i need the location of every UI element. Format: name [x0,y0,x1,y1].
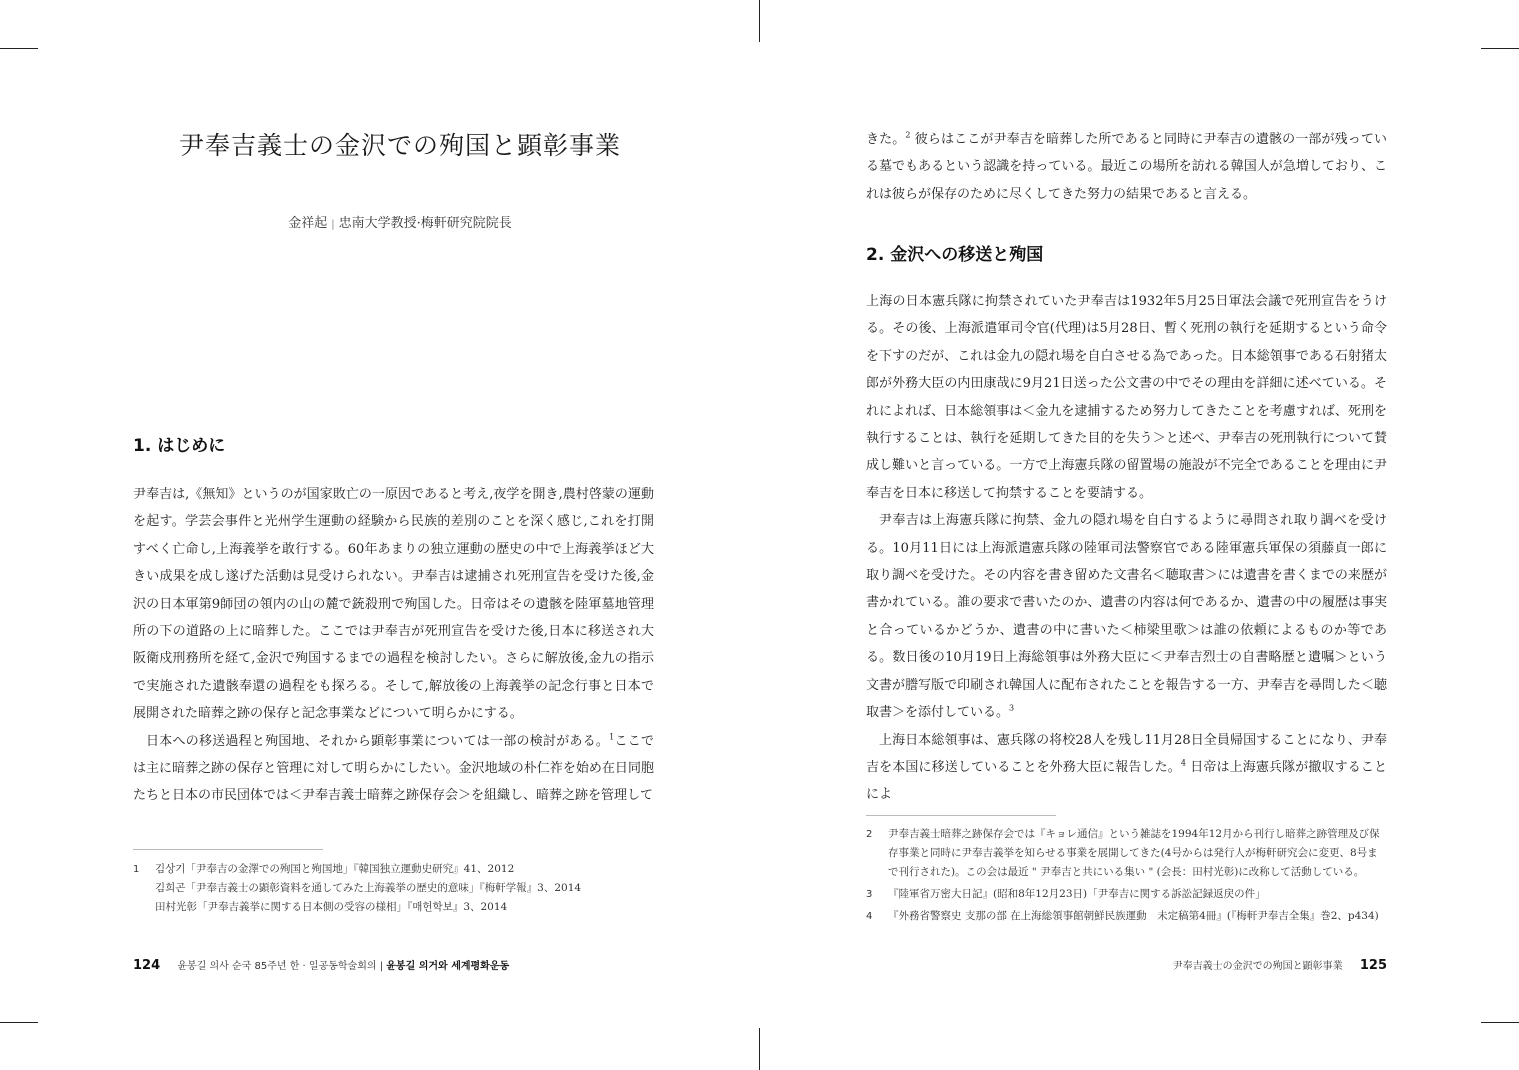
footnote-list [133,860,654,920]
footnote [133,860,654,917]
paragraph [866,126,1387,208]
paragraph-text: 日本への移送過程と殉国地、それから顕彰事業については一部の検討がある。 [146,733,610,749]
footnote-text: 『陸軍省万密大日記』(昭和8年12月23日)「尹奉吉に関する訴訟記録返戻の件」 [888,888,1266,900]
article-title: 尹奉吉義士の金沢での殉国と顕彰事業 [178,131,621,160]
paragraph-text: 日帝は上海憲兵隊が撤収することによ [866,759,1387,803]
paragraph-text: きた。 [866,132,906,147]
running-head: 윤봉길 의사 순국 85주년 한 · 일공동학술회의 | [177,961,384,972]
section-heading-2: 2. 金沢への移送と殉国 [866,245,1044,265]
footnote-list [866,825,1387,929]
section-heading-1: 1. はじめに [133,436,226,456]
footnote-line: 김상기「尹奉吉の金澤での殉国と殉国地」『韓国独立運動史研究』41、2012 [155,863,515,875]
author-separator: | [331,219,335,230]
author-name: 金祥起 [288,216,328,231]
footnote-divider [133,849,323,850]
footnote-ref: 1 [609,732,615,742]
running-head: 尹奉吉義士の金沢での殉国と顕彰事業 [1172,961,1343,972]
paragraph-text: ここでは主に暗葬之跡の保存と管理に対して明らかにしたい。金沢地域の朴仁祚を始め在日同胞たちと日本の市民団体では＜尹奉吉義士暗葬之跡保存会＞を組織し、暗葬之跡を管理して [133,733,654,804]
paragraph [133,728,654,810]
paragraph: 尹奉吉は,《無知》というのが国家敗亡の一原因であると考え,夜学を開き,農村啓蒙の運動を起す。学芸会事件と光州学生運動の経験から民族的差別のことを深く感じ,これを打開すべく亡命し,上海義挙を敢行する。60年あまりの独立運動の歴史の中で上海義挙ほど大きい成果を成し遂げた活動は見受けられない。尹奉吉は逮捕され死刑宣告を受けた後,金沢の日本軍第9師団の領内の山の麓で銃殺刑で殉国した。日帝はその遺骸を陸軍墓地管理所の下の道路の上に暗葬した。ここでは尹奉吉が死刑宣告を受けた後,日本に移送され大阪衛戍刑務所を経て,金沢で殉国するまでの過程を検討したい。さらに解放後,金九の指示で実施された遺骸奉還の過程をも探ろる。そして,解放後の上海義挙の記念行事と日本で展開された暗葬之跡の保存と記念事業などについて明らかにする。 [133,487,654,722]
footnote-ref: 2 [905,130,911,140]
footnote-text: 『外務省警察史 支那の部 在上海総領事館朝鮮民族運動 未定稿第4冊』(『梅軒尹奉吉全集』巻2、p434) [888,910,1379,922]
footnote-ref: 3 [1009,703,1015,713]
right-page [759,0,1519,1070]
footnote-ref: 4 [1180,758,1187,768]
paragraph-text: 彼らはここが尹奉吉を暗葬した所であると同時に尹奉吉の遺骸の一部が残っている墓でもあるという認識を持っている。最近この場所を訪れる韓国人が急増しており、これは彼らが保存のために尽くしてきた努力の結果であると言える。 [866,132,1387,202]
right-intro-text [866,126,1387,208]
footnote-divider [866,815,1056,816]
paragraph-text: 尹奉吉は上海憲兵隊に拘禁、金九の隠れ場を自白するように尋問され取り調べを受ける。10月11日には上海派遣憲兵隊の陸軍司法警察官である陸軍憲兵軍保の須藤貞一郎に取り調べを受けた。その内容を書き留めた文書名＜聴取書＞には遺書を書くまでの来歴が書かれている。誰の要求で書いたのか、遺書の内容は何であるか、遺書の中の履歴は事実と合っているかどうか、遺書の中に書いた＜柿梁里歌＞は誰の依頼によるものか等である。数日後の10月19日上海総領事は外務大臣に＜尹奉吉烈士の自書略歴と遺嘱＞という文書が謄写版で印刷され韓国人に配布されたことを報告する一方、尹奉吉を尋問した＜聴取書＞を添付している。 [866,513,1387,721]
author-affiliation: 忠南大学教授·梅軒研究院院長 [338,216,512,231]
footnote-number: 3 [866,889,873,900]
footnote [866,907,1387,926]
paragraph-text: 上海日本総領事は、憲兵隊の将校28人を残し11月28日全員帰国することになり、尹奉吉を本国に移送していることを外務大臣に報告した。 [866,732,1387,775]
footnote-line: 田村光彰「尹奉吉義挙に関する日本側の受容の様相」『매헌학보』3、2014 [155,901,508,913]
paragraph [866,727,1387,809]
footnote-number: 1 [133,864,140,875]
page-number: 124 [133,958,161,973]
left-body-text [133,481,654,810]
footnote [866,885,1387,904]
left-page [0,0,759,1070]
right-body-text [866,288,1387,809]
footnote-number: 4 [866,911,873,922]
footnote-number: 2 [866,829,873,840]
paragraph [866,507,1387,726]
footnote-text: 尹奉吉義士暗葬之跡保存会では『キョレ通信』という雑誌を1994年12月から刊行し暗葬之跡管理及び保存事業と同時に尹奉吉義挙を知らせる事業を展開してきた(4号からは発行人が梅軒研究会に変更、8号まで刊行された)。この会は最近 " 尹奉吉と共にいる集い " (会長：田村光彰)に改称して活動している。 [888,828,1380,878]
right-footer [1173,957,1387,973]
paragraph: 上海の日本憲兵隊に拘禁されていた尹奉吉は1932年5月25日軍法会議で死刑宣告をうける。その後、上海派遣軍司令官(代理)は5月28日、暫く死刑の執行を延期するという命令を下すのだが、これは金九の隠れ場を自白させる為であった。日本総領事である石射猪太郎が外務大臣の内田康哉に9月21日送った公文書の中でその理由を詳細に述べている。それによれば、日本総領事は＜金九を逮捕するため努力してきたことを考慮すれば、死刑を執行することは、執行を延期してきた目的を失う＞と述べ、尹奉吉の死刑執行について賛成し難いと言っている。一方で上海憲兵隊の留置場の施設が不完全であることを理由に尹奉吉を日本に移送して拘禁することを要請する。 [866,294,1387,501]
footnote-line: 김희곤「尹奉吉義士の顕彰資料を通してみた上海義挙の歴史的意味」『梅軒学報』3、2014 [155,882,582,894]
footnote [866,825,1387,882]
running-head-bold: 윤봉길 의거와 세계평화운동 [386,961,510,972]
left-footer [133,957,509,973]
page-number: 125 [1359,958,1387,973]
author-line [130,212,670,231]
